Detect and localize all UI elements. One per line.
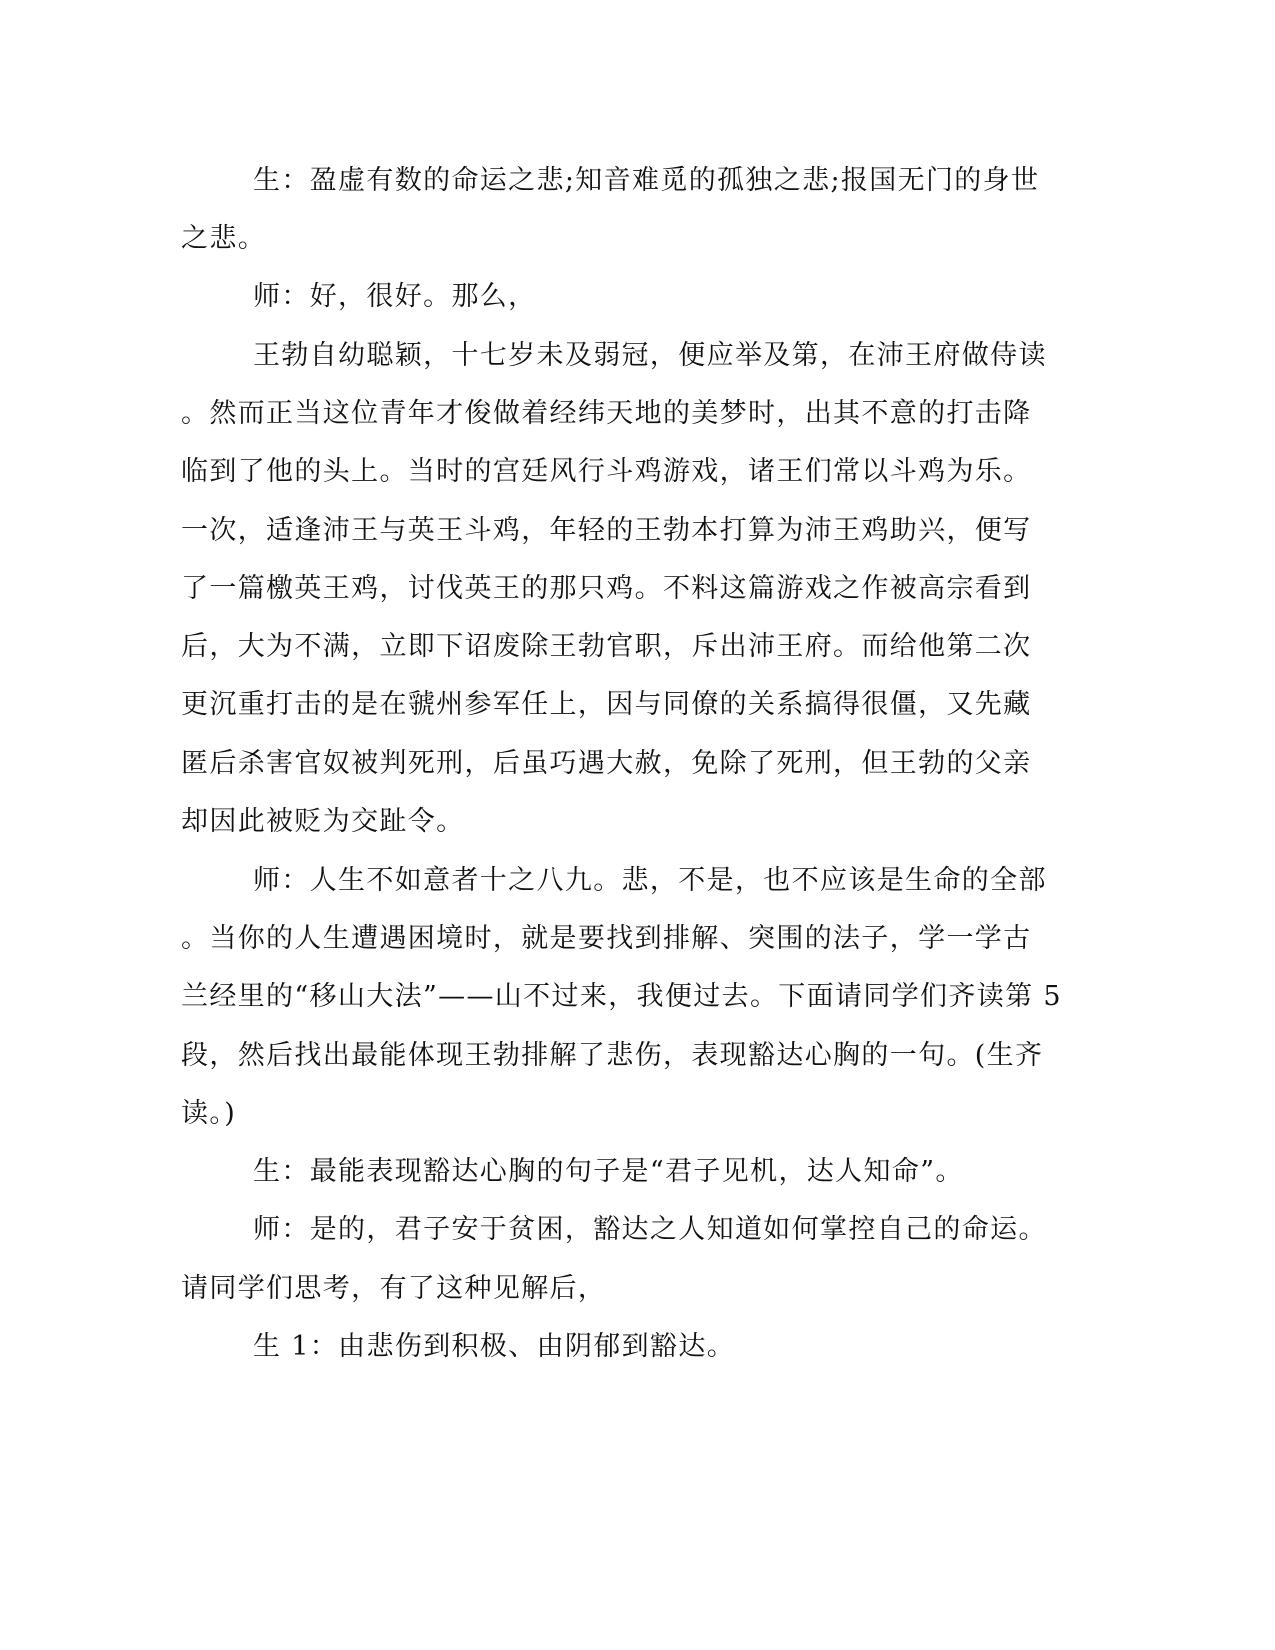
text-line: 。当你的人生遭遇困境时，就是要找到排解、突围的法子，学一学古: [181, 923, 1032, 954]
text-line: 王勃自幼聪颖，十七岁未及弱冠，便应举及第，在沛王府做侍读: [253, 340, 1047, 371]
text-line: 更沉重打击的是在虢州参军任上，因与同僚的关系搞得很僵，又先藏: [181, 689, 1032, 720]
text-line: 兰经里的“移山大法”——山不过来，我便过去。下面请同学们齐读第 5: [181, 981, 1062, 1012]
text-line: 生：盈虚有数的命运之悲;知音难觅的孤独之悲;报国无门的身世: [253, 165, 1040, 196]
text-line: 了一篇檄英王鸡，讨伐英王的那只鸡。不料这篇游戏之作被高宗看到: [181, 573, 1032, 604]
text-line: 之悲。: [181, 223, 267, 254]
text-line: 。然而正当这位青年才俊做着经纬天地的美梦时，出其不意的打击降: [181, 398, 1032, 429]
text-line: 师：是的，君子安于贫困，豁达之人知道如何掌控自己的命运。: [253, 1214, 1047, 1245]
text-line: 师：人生不如意者十之八九。悲，不是，也不应该是生命的全部: [253, 865, 1047, 896]
text-line: 读。): [181, 1098, 237, 1129]
text-line: 却因此被贬为交趾令。: [181, 806, 465, 837]
text-line: 请同学们思考，有了这种见解后，: [181, 1273, 607, 1304]
text-line: 后，大为不满，立即下诏废除王勃官职，斥出沛王府。而给他第二次: [181, 631, 1032, 662]
text-line: 师：好，很好。那么，: [253, 281, 537, 312]
text-line: 一次，适逢沛王与英王斗鸡，年轻的王勃本打算为沛王鸡助兴，便写: [181, 515, 1032, 546]
text-line: 匿后杀害官奴被判死刑，后虽巧遇大赦，免除了死刑，但王勃的父亲: [181, 748, 1032, 779]
text-line: 段，然后找出最能体现王勃排解了悲伤，表现豁达心胸的一句。(生齐: [181, 1040, 1044, 1071]
text-line: 临到了他的头上。当时的宫廷风行斗鸡游戏，诸王们常以斗鸡为乐。: [181, 456, 1032, 487]
text-line: 生 1：由悲伤到积极、由阴郁到豁达。: [253, 1331, 736, 1362]
text-line: 生：最能表现豁达心胸的句子是“君子见机，达人知命”。: [253, 1156, 964, 1187]
